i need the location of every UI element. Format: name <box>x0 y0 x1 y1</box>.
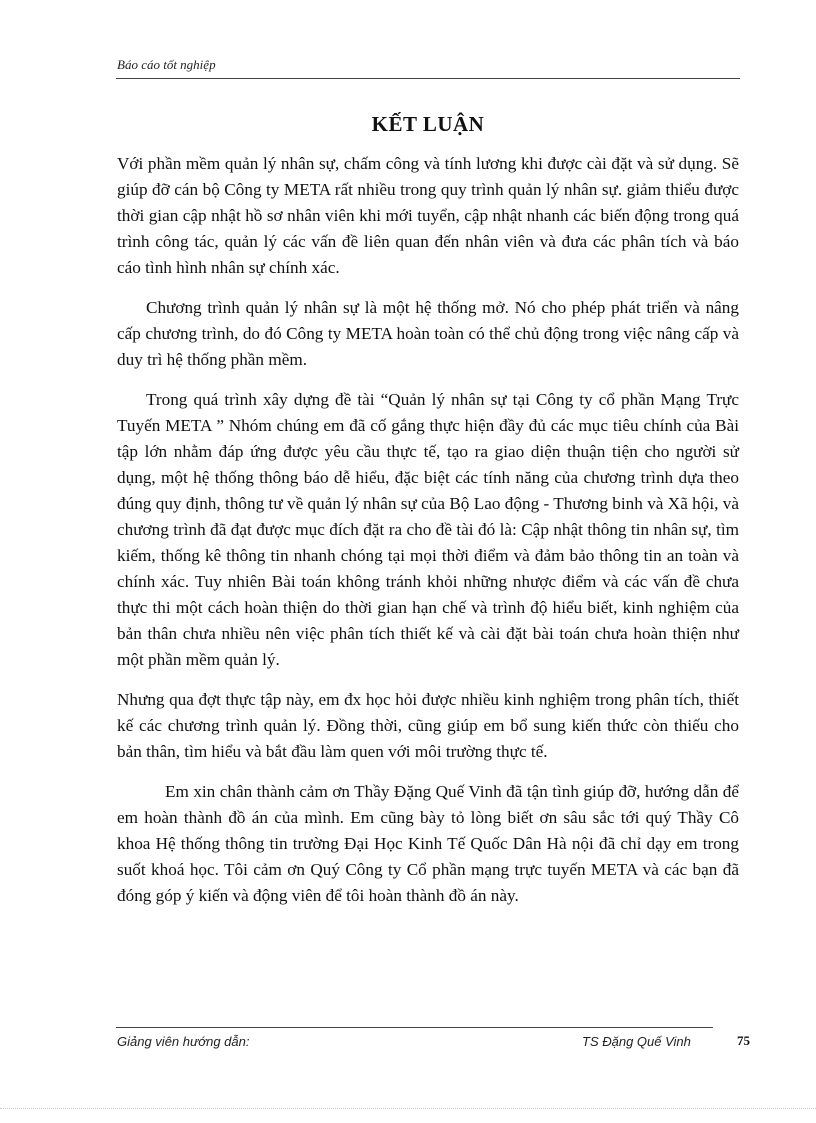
page-bottom-border <box>0 1108 816 1109</box>
advisor-label: Giảng viên hướng dẫn: <box>117 1034 250 1049</box>
paragraph-4: Nhưng qua đợt thực tập này, em đx học hỏi được nhiều kinh nghiệm trong phân tích, thiết kế các chương trình quản lý. Đồng thời, cũng giúp em bổ sung kiến thức còn thiếu cho bản thân, tìm hiểu và bắt đầu làm quen với môi trường thực tế. <box>117 690 739 761</box>
advisor-name: TS Đặng Quế Vinh <box>582 1034 691 1049</box>
page-number: 75 <box>737 1033 750 1048</box>
footer-divider <box>116 1027 713 1028</box>
paragraph-1: Với phần mềm quản lý nhân sự, chấm công và tính lương khi được cài đặt và sử dụng. Sẽ giúp đỡ cán bộ Công ty META rất nhiều trong quy trình quản lý nhân sự. giảm thiểu được thời gian cập nhật hồ sơ nhân viên khi mới tuyển, cập nhật nhanh các biến động trong quá trình công tác, quản lý các vấn đề liên quan đến nhân viên và đưa các phân tích và báo cáo tình hình nhân sự chính xác. <box>117 154 739 277</box>
paragraph-3: Trong quá trình xây dựng đề tài “Quản lý nhân sự tại Công ty cổ phần Mạng Trực Tuyến META ” Nhóm chúng em đã cố gắng thực hiện đầy đủ các mục tiêu chính của Bài tập lớn nhằm đáp ứng được yêu cầu thực tế, tạo ra giao diện thuận tiện cho người sử dụng, một hệ thống thông báo dễ hiểu, đặc biệt các tính năng của chương trình dựa theo đúng quy định, thông tư về quản lý nhân sự của Bộ Lao động - Thương binh và Xã hội, và chương trình đã đạt được mục đích đặt ra cho đề tài đó là: Cập nhật thông tin nhân sự, tìm kiếm, thống kê thông tin nhanh chóng tại mọi thời điểm và đảm bảo thông tin an toàn và chính xác. Tuy nhiên Bài toán không tránh khỏi những nhược điểm và các vấn đề chưa thực thi một cách hoàn thiện do thời gian hạn chế và trình độ hiểu biết, kinh nghiệm của bản thân chưa nhiều nên việc phân tích thiết kế và cài đặt bài toán chưa hoàn thiện như một phần mềm quản lý. <box>117 390 739 669</box>
header-divider <box>116 78 740 79</box>
header-title: Báo cáo tốt nghiệp <box>117 57 216 72</box>
page-title: KẾT LUẬN <box>371 112 485 136</box>
document-body <box>117 151 739 923</box>
paragraph-2: Chương trình quản lý nhân sự là một hệ thống mở. Nó cho phép phát triển và nâng cấp chương trình, do đó Công ty META hoàn toàn có thể chủ động trong việc nâng cấp và duy trì hệ thống phần mềm. <box>117 298 739 369</box>
paragraph-5: Em xin chân thành cảm ơn Thầy Đặng Quế Vinh đã tận tình giúp đỡ, hướng dẫn để em hoàn thành đồ án của mình. Em cũng bày tỏ lòng biết ơn sâu sắc tới quý Thầy Cô khoa Hệ thống thông tin trường Đại Học Kinh Tế Quốc Dân Hà nội đã chỉ dạy em trong suốt khoá học. Tôi cảm ơn Quý Công ty Cổ phần mạng trực tuyến META và các bạn đã đóng góp ý kiến và động viên để tôi hoàn thành đồ án này. <box>117 782 739 905</box>
